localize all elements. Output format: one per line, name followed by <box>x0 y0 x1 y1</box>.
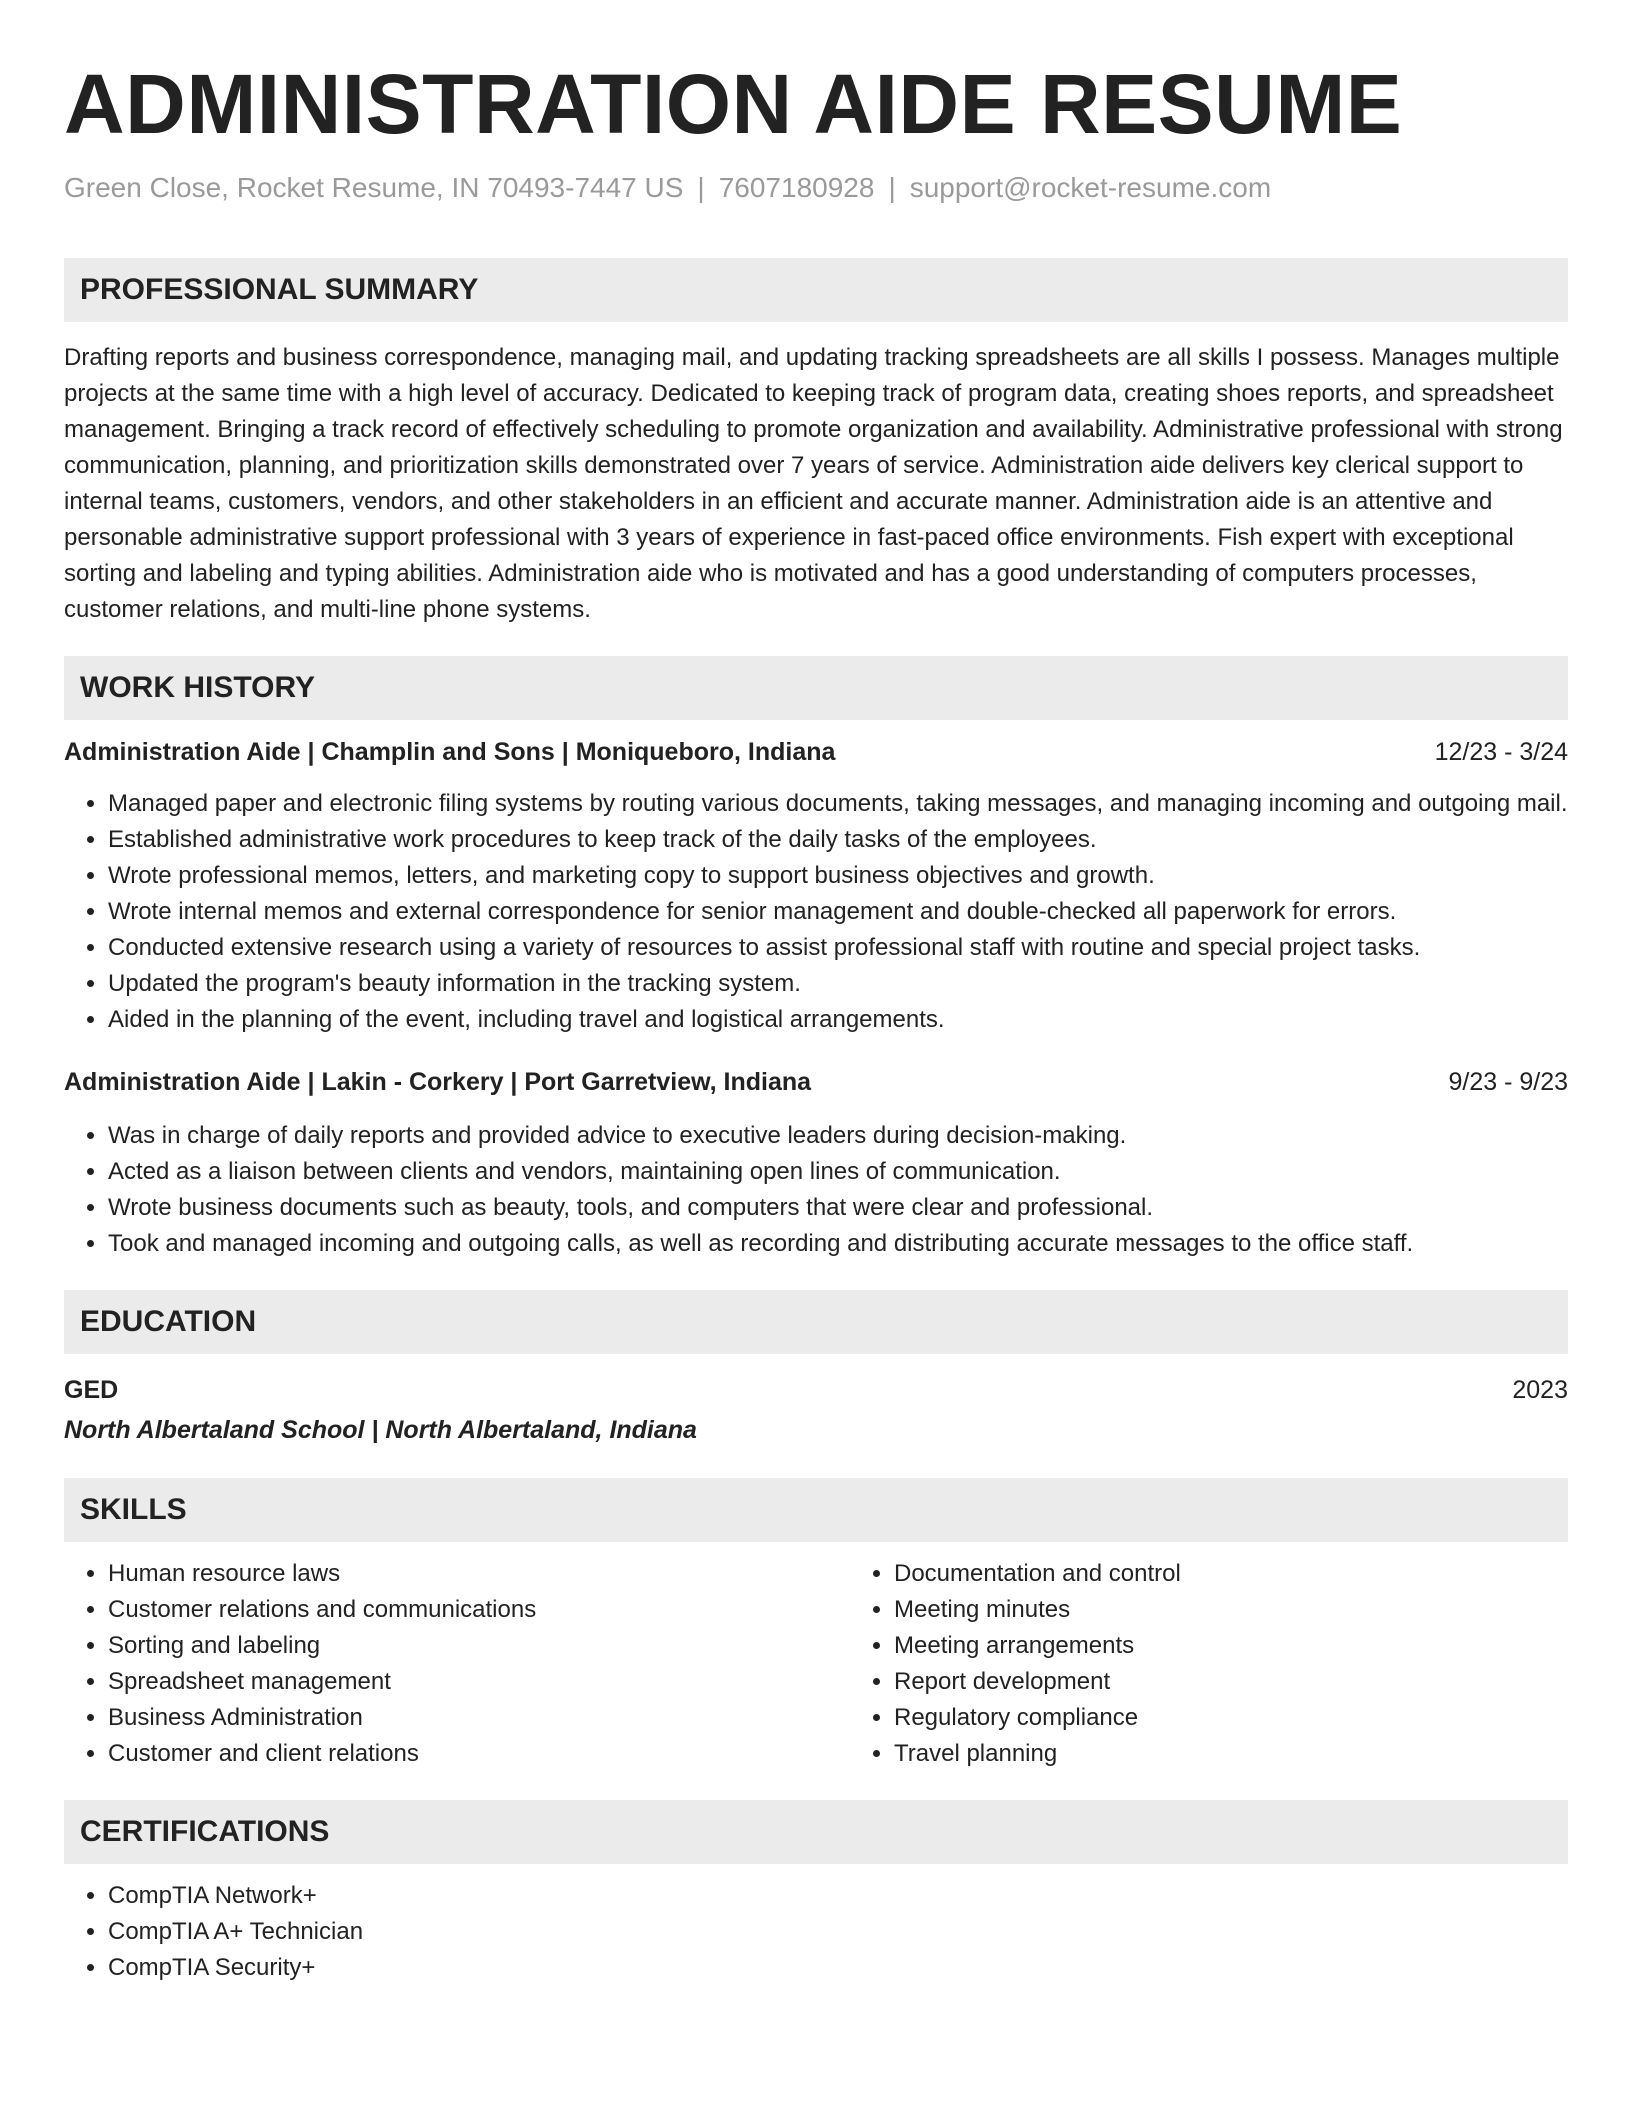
job-bullet: • Was in charge of daily reports and provided advice to executive leaders during decision-making. <box>108 1118 1568 1154</box>
skill-item: • Meeting arrangements <box>894 1628 1632 1664</box>
skill-item: • Travel planning <box>894 1736 1632 1772</box>
certifications-list <box>64 1878 1568 1986</box>
skill-item: • Meeting minutes <box>894 1592 1632 1628</box>
contact-address: Green Close, Rocket Resume, IN 70493-7447 US <box>64 172 684 203</box>
job-heading-row <box>64 734 1568 770</box>
job-dates: 12/23 - 3/24 <box>1434 738 1568 766</box>
skill-item: • Documentation and control <box>894 1556 1632 1592</box>
certification-item: • CompTIA Network+ <box>108 1878 1568 1914</box>
job-entry <box>64 734 1568 1038</box>
section-header-education: EDUCATION <box>64 1290 1568 1354</box>
job-bullet: • Acted as a liaison between clients and vendors, maintaining open lines of communication. <box>108 1154 1568 1190</box>
job-heading: Administration Aide | Champlin and Sons | Moniqueboro, Indiana <box>64 738 836 766</box>
contact-separator: | <box>888 172 896 203</box>
job-bullet: • Took and managed incoming and outgoing calls, as well as recording and distributing accurate messages to the office staff. <box>108 1226 1568 1262</box>
job-bullet: • Wrote business documents such as beauty, tools, and computers that were clear and professional. <box>108 1190 1568 1226</box>
section-header-skills: SKILLS <box>64 1478 1568 1542</box>
contact-phone: 7607180928 <box>718 172 875 203</box>
job-bullet: • Updated the program's beauty information in the tracking system. <box>108 966 1568 1002</box>
job-bullet: • Managed paper and electronic filing systems by routing various documents, taking messages, and managing incoming and outgoing mail. <box>108 786 1568 822</box>
skill-item: • Report development <box>894 1664 1632 1700</box>
job-bullet: • Wrote internal memos and external correspondence for senior management and double-checked all paperwork for errors. <box>108 894 1568 930</box>
section-header-work-history: WORK HISTORY <box>64 656 1568 720</box>
job-heading-row <box>64 1064 1568 1100</box>
job-bullet: • Aided in the planning of the event, including travel and logistical arrangements. <box>108 1002 1568 1038</box>
education-row <box>64 1370 1568 1410</box>
job-entry <box>64 1064 1568 1262</box>
skill-item: • Business Administration <box>108 1700 850 1736</box>
skills-columns <box>64 1556 1568 1772</box>
section-header-summary: PROFESSIONAL SUMMARY <box>64 258 1568 322</box>
job-bullets <box>64 786 1568 1038</box>
skill-item: • Regulatory compliance <box>894 1700 1632 1736</box>
skills-list-left <box>64 1556 850 1772</box>
education-school: North Albertaland School | North Albertaland, Indiana <box>64 1416 697 1444</box>
contact-separator: | <box>697 172 705 203</box>
summary-text: Drafting reports and business correspondence, managing mail, and updating tracking spreadsheets are all skills I possess. Manages multiple projects at the same time with a high level of accuracy. Dedicated to keeping track of program data, creating shoes reports, and spreadsheet management. Bringing a track record of effectively scheduling to promote organization and availability. Administrative professional with strong communication, planning, and prioritization skills demonstrated over 7 years of service. Administration aide delivers key clerical support to internal teams, customers, vendors, and other stakeholders in an efficient and accurate manner. Administration aide is an attentive and personable administrative support professional with 3 years of experience in fast-paced office environments. Fish expert with exceptional sorting and labeling and typing abilities. Administration aide who is motivated and has a good understanding of computers processes, customer relations, and multi-line phone systems. <box>64 344 1563 623</box>
certification-item: • CompTIA Security+ <box>108 1950 1568 1986</box>
job-heading: Administration Aide | Lakin - Corkery | Port Garretview, Indiana <box>64 1068 812 1096</box>
contact-line <box>64 170 1568 206</box>
section-header-certifications: CERTIFICATIONS <box>64 1800 1568 1864</box>
skill-item: • Sorting and labeling <box>108 1628 850 1664</box>
job-dates: 9/23 - 9/23 <box>1448 1068 1568 1096</box>
education-degree: GED <box>64 1376 119 1404</box>
resume-title: ADMINISTRATION AIDE RESUME <box>64 57 1403 151</box>
job-bullet: • Conducted extensive research using a variety of resources to assist professional staff with routine and special project tasks. <box>108 930 1568 966</box>
job-bullet: • Wrote professional memos, letters, and marketing copy to support business objectives and growth. <box>108 858 1568 894</box>
job-bullet: • Established administrative work procedures to keep track of the daily tasks of the employees. <box>108 822 1568 858</box>
contact-email: support@rocket-resume.com <box>909 172 1272 203</box>
skill-item: • Spreadsheet management <box>108 1664 850 1700</box>
skill-item: • Human resource laws <box>108 1556 850 1592</box>
education-year: 2023 <box>1512 1376 1568 1404</box>
skills-list-right <box>850 1556 1632 1772</box>
skill-item: • Customer and client relations <box>108 1736 850 1772</box>
skill-item: • Customer relations and communications <box>108 1592 850 1628</box>
certification-item: • CompTIA A+ Technician <box>108 1914 1568 1950</box>
job-bullets <box>64 1118 1568 1262</box>
